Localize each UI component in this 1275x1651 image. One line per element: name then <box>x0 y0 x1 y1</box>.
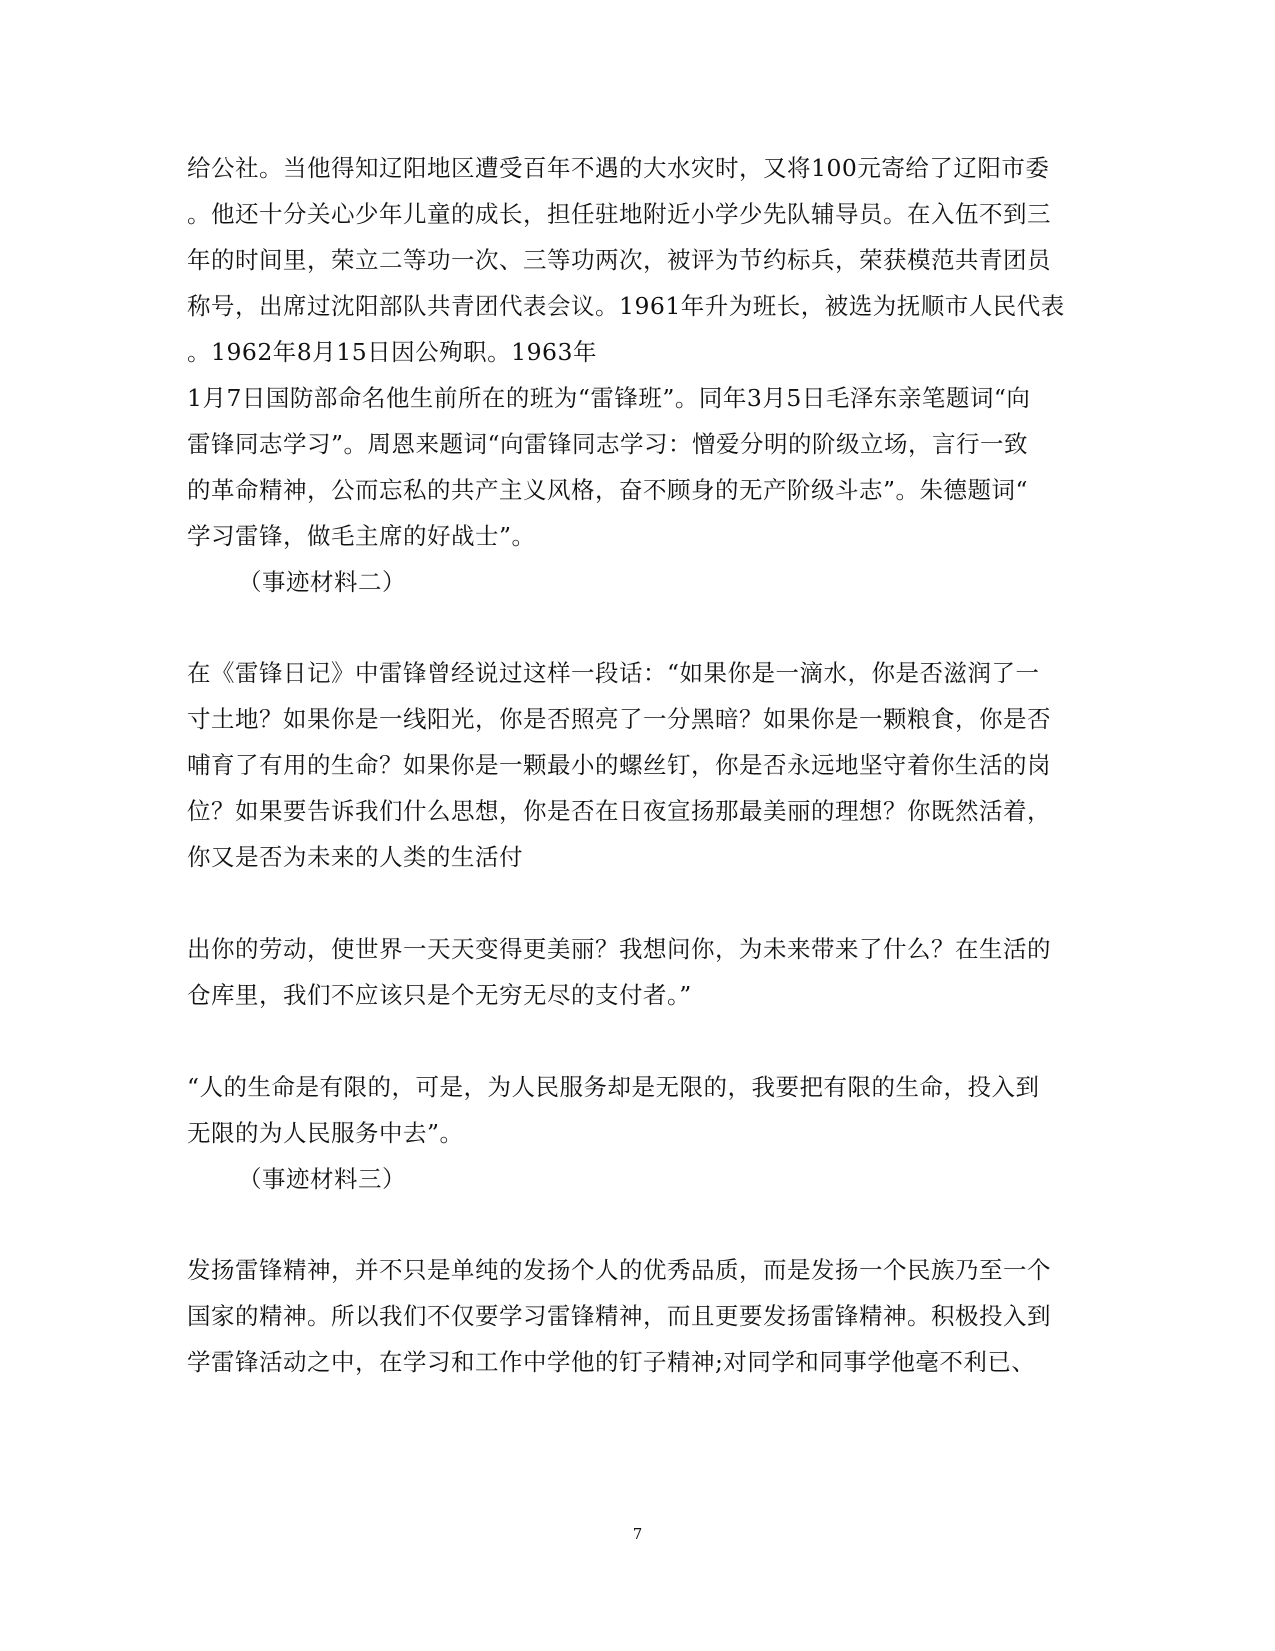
text-line: 在《雷锋日记》中雷锋曾经说过这样一段话：“如果你是一滴水，你是否滋润了一 <box>187 659 1040 687</box>
text-line: 的革命精神，公而忘私的共产主义风格，奋不顾身的无产阶级斗志”。朱德题词“ <box>187 476 1029 504</box>
text-line: 学雷锋活动之中，在学习和工作中学他的钉子精神;对同学和同事学他毫不利已、 <box>187 1348 1036 1376</box>
text-line: 国家的精神。所以我们不仅要学习雷锋精神，而且更要发扬雷锋精神。积极投入到 <box>187 1302 1051 1330</box>
text-line: 无限的为人民服务中去”。 <box>187 1119 464 1147</box>
section-heading: （事迹材料二） <box>238 568 406 596</box>
text-line: 出你的劳动，使世界一天天变得更美丽？我想问你，为未来带来了什么？在生活的 <box>187 935 1051 963</box>
text-line: 给公社。当他得知辽阳地区遭受百年不遇的大水灾时，又将100元寄给了辽阳市委 <box>187 154 1050 182</box>
section-heading: （事迹材料三） <box>238 1165 406 1193</box>
text-line: 。1962年8月15日因公殉职。1963年 <box>187 338 597 366</box>
text-line: 哺育了有用的生命？如果你是一颗最小的螺丝钉，你是否永远地坚守着你生活的岗 <box>187 751 1051 779</box>
text-line: 雷锋同志学习”。周恩来题词“向雷锋同志学习：憎爱分明的阶级立场，言行一致 <box>187 430 1029 458</box>
text-line: 你又是否为未来的人类的生活付 <box>187 843 523 871</box>
text-line: 寸土地？如果你是一线阳光，你是否照亮了一分黑暗？如果你是一颗粮食，你是否 <box>187 705 1051 733</box>
text-line: “人的生命是有限的，可是，为人民服务却是无限的，我要把有限的生命，投入到 <box>187 1073 1040 1101</box>
text-line: 年的时间里，荣立二等功一次、三等功两次，被评为节约标兵，荣获模范共青团员 <box>187 246 1051 274</box>
page-number: 7 <box>632 1525 643 1543</box>
text-line: 学习雷锋，做毛主席的好战士”。 <box>187 522 536 550</box>
text-line: 仓库里，我们不应该只是个无穷无尽的支付者。” <box>187 981 692 1009</box>
text-line: 1月7日国防部命名他生前所在的班为“雷锋班”。同年3月5日毛泽东亲笔题词“向 <box>187 384 1031 412</box>
text-line: 称号，出席过沈阳部队共青团代表会议。1961年升为班长，被选为抚顺市人民代表 <box>187 292 1065 320</box>
text-line: 。他还十分关心少年儿童的成长，担任驻地附近小学少先队辅导员。在入伍不到三 <box>187 200 1051 228</box>
text-line: 位？如果要告诉我们什么思想，你是否在日夜宣扬那最美丽的理想？你既然活着， <box>187 797 1051 825</box>
text-line: 发扬雷锋精神，并不只是单纯的发扬个人的优秀品质，而是发扬一个民族乃至一个 <box>187 1256 1051 1284</box>
